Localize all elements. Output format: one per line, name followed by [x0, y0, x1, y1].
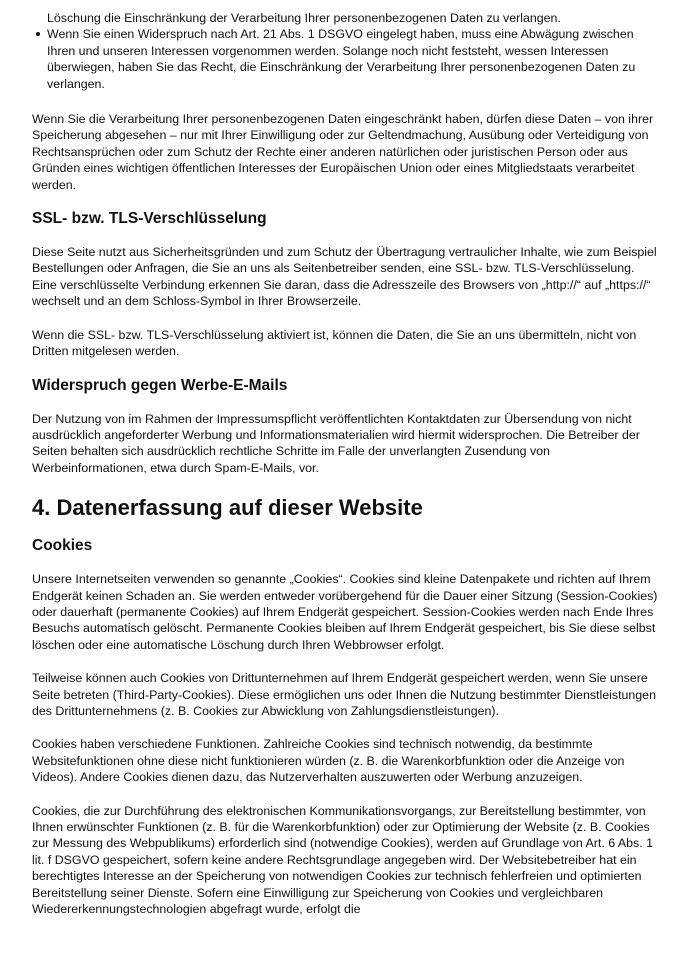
page-bottom-margin	[0, 934, 690, 970]
ssl-paragraph-1: Diese Seite nutzt aus Sicherheitsgründen und zum Schutz der Übertragung vertraulicher Inhalte, wie zum Beispiel Bestellungen oder Anfragen, die Sie an uns als Seitenbetreiber senden, eine SSL- bzw. TLS-Verschlüsselung. Eine verschlüsselte Verbindung erkennen Sie daran, dass die Adresszeile des Browsers von „http://“ auf „https://“ wechselt und an dem Schloss-Symbol in Ihrer Browserzeile.	[32, 245, 657, 309]
restriction-rights-list	[32, 10, 658, 92]
cookies-paragraph-1: Unsere Internetseiten verwenden so genannte „Cookies“. Cookies sind kleine Datenpakete und richten auf Ihrem Endgerät keinen Schaden an. Sie werden entweder vorübergehend für die Dauer einer Sitzung (Session-Cookies) oder dauerhaft (permanente Cookies) auf Ihrem Endgerät gespeichert. Session-Cookies werden nach Ende Ihres Besuchs automatisch gelöscht. Permanente Cookies bleiben auf Ihrem Endgerät gespeichert, bis Sie diese selbst löschen oder eine automatische Löschung durch Ihren Webbrowser erfolgt.	[32, 572, 658, 652]
list-item: Wenn Sie einen Widerspruch nach Art. 21 Abs. 1 DSGVO eingelegt haben, muss eine Abwägung zwischen Ihren und unseren Interessen vorgenommen werden. Solange noch nicht feststeht, wessen Interessen überwiegen, haben Sie das Recht, die Einschränkung der Verarbeitung Ihrer personenbezogenen Daten zu verlangen.	[47, 26, 658, 92]
cookies-paragraph-3: Cookies haben verschiedene Funktionen. Zahlreiche Cookies sind technisch notwendig, da bestimmte Websitefunktionen ohne diese nicht funktionieren würden (z. B. die Warenkorbfunktion oder die Anzeige von Videos). Andere Cookies dienen dazu, das Nutzerverhalten auszuwerten oder Werbung anzuzeigen.	[32, 737, 625, 785]
cookies-heading: Cookies	[32, 537, 93, 555]
cookies-paragraph-2: Teilweise können auch Cookies von Drittunternehmen auf Ihrem Endgerät gespeichert werden, wenn Sie unsere Seite betreten (Third-Party-Cookies). Diese ermöglichen uns oder Ihnen die Nutzung bestimmter Dienstleistungen des Drittunternehmens (z. B. Cookies zur Abwicklung von Zahlungsdienstleistungen).	[32, 671, 656, 718]
restriction-paragraph: Wenn Sie die Verarbeitung Ihrer personenbezogenen Daten eingeschränkt haben, dürfen diese Daten – von ihrer Speicherung abgesehen – nur mit Ihrer Einwilligung oder zur Geltendmachung, Ausübung oder Verteidigung von Rechtsansprüchen oder zum Schutz der Rechte einer anderen natürlichen oder juristischen Person oder aus Gründen eines wichtigen öffentlichen Interesses der Europäischen Union oder eines Mitgliedstaats verarbeitet werden.	[32, 112, 654, 192]
spam-heading: Widerspruch gegen Werbe-E-Mails	[32, 376, 288, 394]
spam-paragraph: Der Nutzung von im Rahmen der Impressumspflicht veröffentlichten Kontaktdaten zur Übersendung von nicht ausdrücklich angeforderter Werbung und Informationsmaterialien wird hiermit widersprochen. Die Betreiber der Seiten behalten sich ausdrücklich rechtliche Schritte im Falle der unverlangten Zusendung von Werbeinformationen, etwa durch Spam-E-Mails, vor.	[32, 411, 640, 475]
ssl-paragraph-2: Wenn die SSL- bzw. TLS-Verschlüsselung aktiviert ist, können die Daten, die Sie an uns übermitteln, nicht von Dritten mitgelesen werden.	[32, 327, 637, 359]
section-4-heading: 4. Datenerfassung auf dieser Website	[32, 495, 423, 521]
document-content	[32, 0, 658, 917]
ssl-heading: SSL- bzw. TLS-Verschlüsselung	[32, 210, 267, 228]
list-item-continued: Löschung die Einschränkung der Verarbeitung Ihrer personenbezogenen Daten zu verlangen.	[47, 11, 561, 25]
cookies-paragraph-4: Cookies, die zur Durchführung des elektronischen Kommunikationsvorgangs, zur Bereitstellung bestimmter, von Ihnen erwünschter Funktionen (z. B. für die Warenkorbfunktion) oder zur Optimierung der Website (z. B. Cookies zur Messung des Webpublikums) erforderlich sind (notwendige Cookies), werden auf Grundlage von Art. 6 Abs. 1 lit. f DSGVO gespeichert, sofern keine andere Rechtsgrundlage angegeben wird. Der Websitebetreiber hat ein berechtigtes Interesse an der Speicherung von notwendigen Cookies zur technisch fehlerfreien und optimierten Bereitstellung seiner Dienste. Sofern eine Einwilligung zur Speicherung von Cookies und vergleichbaren Wiedererkennungstechnologien abgefragt wurde, erfolgt die	[32, 803, 654, 917]
